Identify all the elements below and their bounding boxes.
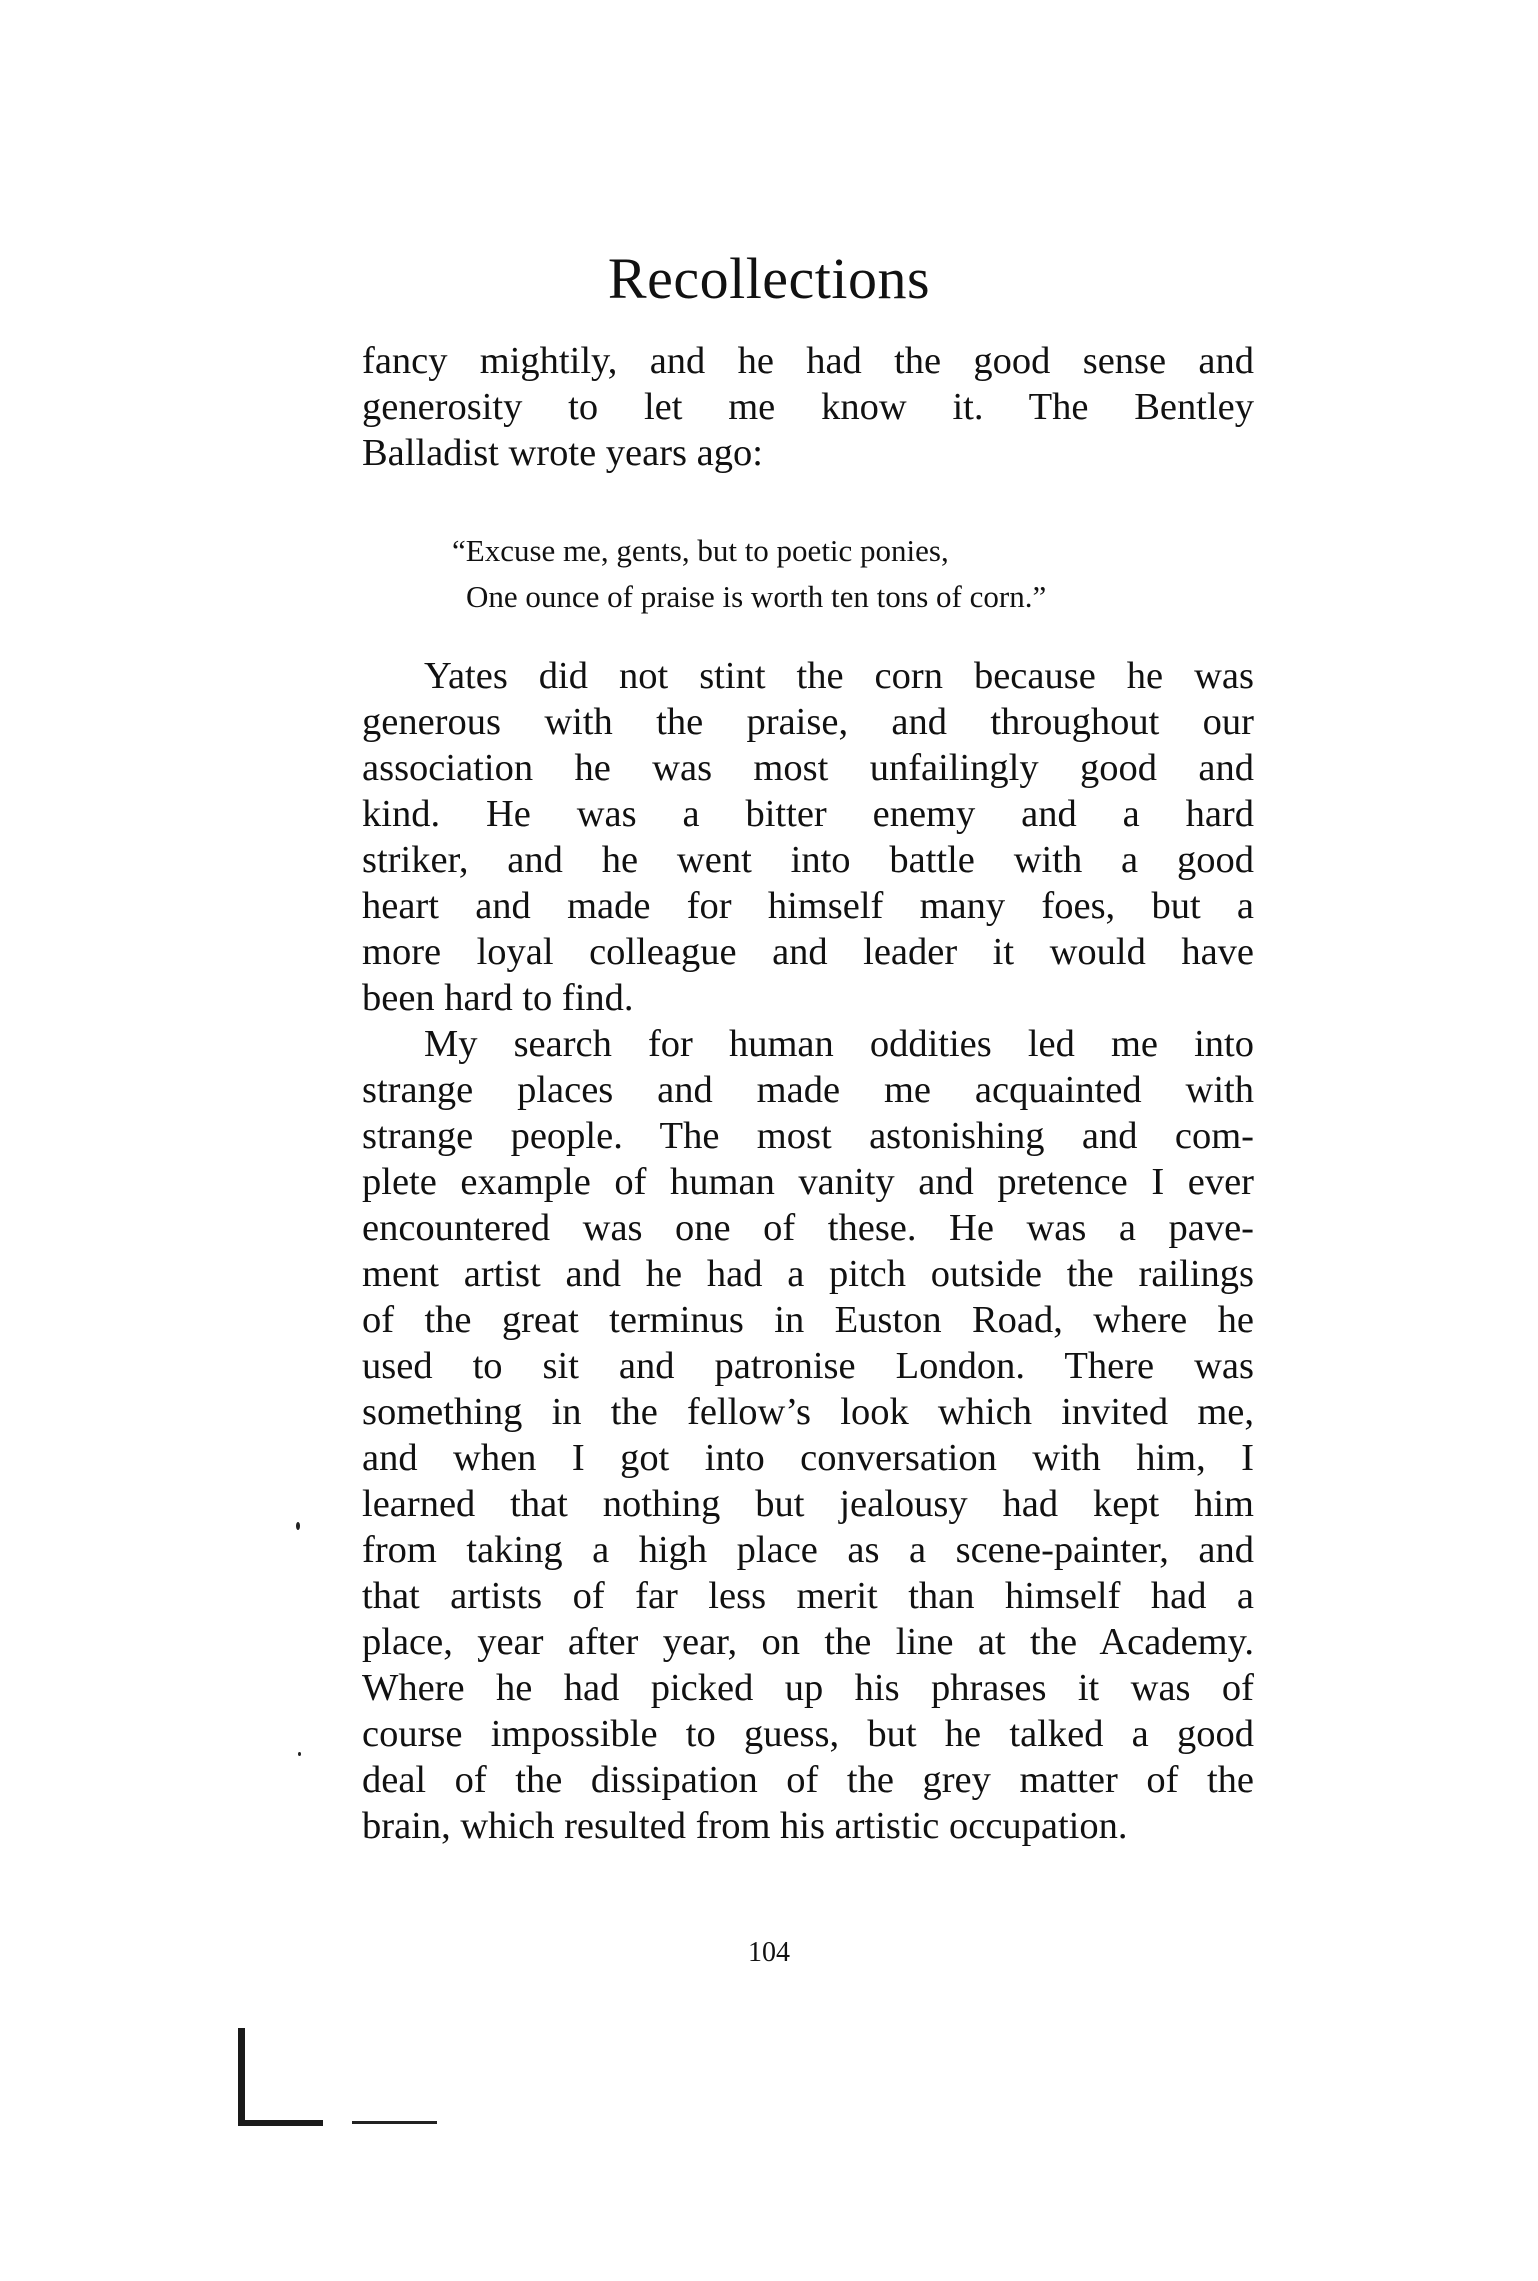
text-line: deal of the dissipation of the grey matter of the <box>362 1759 1254 1801</box>
text-line: ment artist and he had a pitch outside the railings <box>362 1253 1254 1295</box>
text-line: place, year after year, on the line at the Academy. <box>362 1621 1254 1663</box>
text-line: more loyal colleague and leader it would have <box>362 931 1254 973</box>
text-line: fancy mightily, and he had the good sense and <box>362 340 1254 382</box>
text-line: Where he had picked up his phrases it was of <box>362 1667 1254 1709</box>
text-line: strange people. The most astonishing and com- <box>362 1115 1254 1157</box>
scan-artifact-speck <box>296 1522 300 1530</box>
verse-line: One ounce of praise is worth ten tons of corn.” <box>466 579 1047 614</box>
text-line: learned that nothing but jealousy had kept him <box>362 1483 1254 1525</box>
text-line: strange places and made me acquainted with <box>362 1069 1254 1111</box>
scan-artifact-corner-mark <box>238 2028 245 2126</box>
verse-quotation <box>452 528 1046 620</box>
text-line: My search for human oddities led me into <box>424 1023 1254 1065</box>
scan-artifact-corner-mark <box>238 2120 323 2126</box>
running-head: Recollections <box>607 246 931 311</box>
text-line: Yates did not stint the corn because he was <box>424 655 1254 697</box>
text-line: kind. He was a bitter enemy and a hard <box>362 793 1254 835</box>
text-line: something in the fellow’s look which invited me, <box>362 1391 1254 1433</box>
text-line: encountered was one of these. He was a pave- <box>362 1207 1254 1249</box>
paragraph-continued <box>362 338 1254 476</box>
verse-line: “Excuse me, gents, but to poetic ponies, <box>452 533 949 568</box>
text-line: striker, and he went into battle with a good <box>362 839 1254 881</box>
text-line: been hard to find. <box>362 977 634 1019</box>
text-line: plete example of human vanity and pretence I ever <box>362 1161 1254 1203</box>
page-number: 104 <box>748 1937 790 1968</box>
text-line: of the great terminus in Euston Road, where he <box>362 1299 1254 1341</box>
text-line: used to sit and patronise London. There was <box>362 1345 1254 1387</box>
text-line: heart and made for himself many foes, but a <box>362 885 1254 927</box>
text-line: generous with the praise, and throughout our <box>362 701 1254 743</box>
scan-artifact-speck <box>298 1752 301 1756</box>
text-line: and when I got into conversation with him, I <box>362 1437 1254 1479</box>
text-line: generosity to let me know it. The Bentley <box>362 386 1254 428</box>
text-line: brain, which resulted from his artistic occupation. <box>362 1805 1128 1847</box>
text-line: that artists of far less merit than himself had a <box>362 1575 1254 1617</box>
body-text <box>362 653 1254 1849</box>
text-line: association he was most unfailingly good and <box>362 747 1254 789</box>
text-line: from taking a high place as a scene-painter, and <box>362 1529 1254 1571</box>
text-line: course impossible to guess, but he talked a good <box>362 1713 1254 1755</box>
scan-artifact-rule <box>352 2121 437 2124</box>
text-line: Balladist wrote years ago: <box>362 432 763 474</box>
